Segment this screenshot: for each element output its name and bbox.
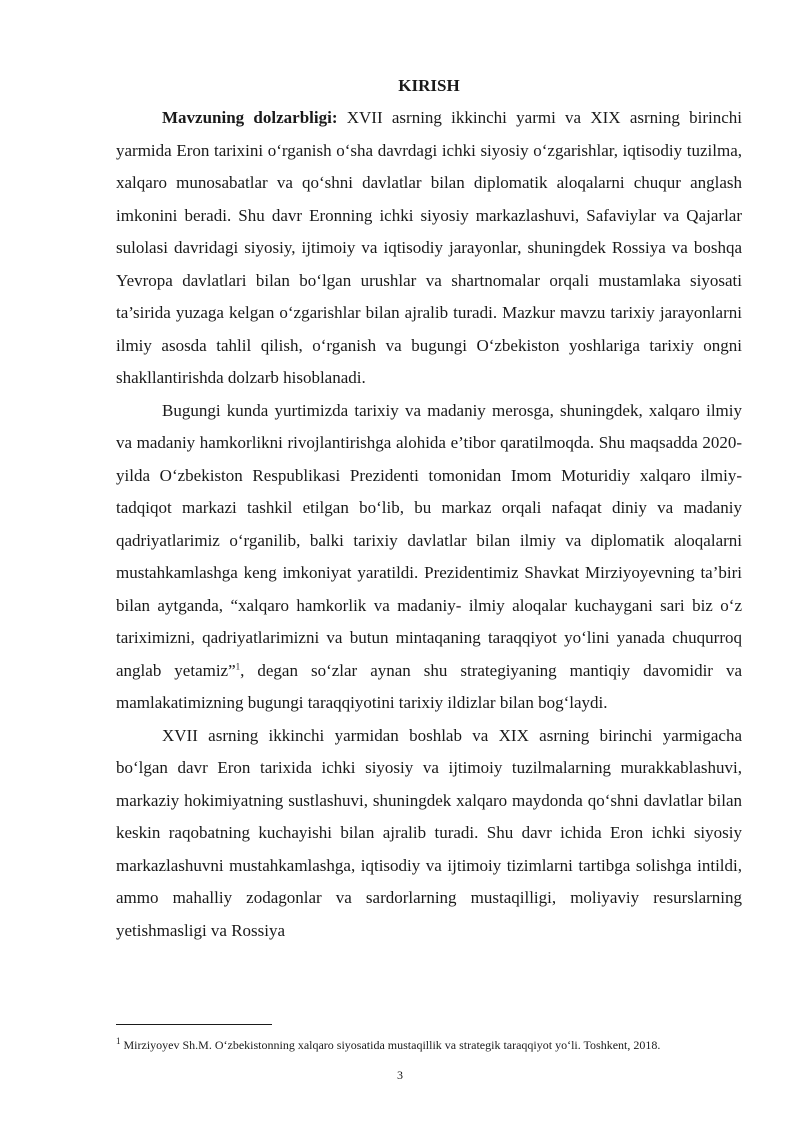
footnote-text: Mirziyoyev Sh.M. Oʻzbekistonning xalqaro siyosatida mustaqillik va strategik taraqqiyot yoʻli. Toshkent, 2018. (123, 1038, 661, 1052)
page-body (116, 74, 742, 947)
footnote-divider (116, 1024, 272, 1025)
footnote (116, 1036, 742, 1054)
paragraph-text: XVII asrning ikkinchi yarmi va XIX asrning birinchi yarmida Eron tarixini oʻrganish oʻsha davrdagi ichki siyosiy oʻzgarishlar, iqtisodiy tuzilma, xalqaro munosabatlar va qoʻshni davlatlar bilan diplomatik aloqalarni chuqur anglash imkonini beradi. Shu davr Eronning ichki siyosiy markazlashuvi, Safaviylar va Qajarlar sulolasi davridagi siyosiy, ijtimoiy va iqtisodiy jarayonlar, shuningdek Rossiya va boshqa Yevropa davlatlari bilan boʻlgan urushlar va shartnomalar orqali mustamlaka siyosati ta’sirida yuzaga kelgan oʻzgarishlar bilan ajralib turadi. Mazkur mavzu tarixiy jarayonlarni ilmiy asosda tahlil qilish, oʻrganish va bugungi Oʻzbekiston yoshlariga tarixiy ongni shakllantirishda dolzarb hisoblanadi. (116, 108, 742, 387)
paragraph-text: XVII asrning ikkinchi yarmidan boshlab va XIX asrning birinchi yarmigacha boʻlgan davr Eron tarixida ichki siyosiy va ijtimoiy tuzilmalarning murakkablashuvi, markaziy hokimiyatning sustlashuvi, shuningdek xalqaro maydonda qoʻshni davlatlar bilan keskin raqobatning kuchayishi bilan ajralib turadi. Shu davr ichida Eron ichki siyosiy markazlashuvni mustahkamlashga, iqtisodiy va ijtimoiy tizimlarni tartibga solishga intildi, ammo mahalliy zodagonlar va sardorlarning mustaqilligi, moliyaviy resurslarning yetishmasligi va Rossiya (116, 725, 742, 940)
paragraph-text-after-ref: , degan soʻzlar aynan shu strategiyaning mantiqiy davomidir va mamlakatimizning bugungi taraqqiyotini tarixiy ildizlar bilan bogʻlaydi. (116, 660, 742, 712)
paragraph-text-before-ref: Bugungi kunda yurtimizda tarixiy va madaniy merosga, shuningdek, xalqaro ilmiy va madaniy hamkorlikni rivojlantirishga alohida e’tibor qaratilmoqda. Shu maqsadda 2020-yilda Oʻzbekiston Respublikasi Prezidenti tomonidan Imom Moturidiy xalqaro ilmiy-tadqiqot markazi tashkil etilgan boʻlib, bu markaz orqali nafaqat diniy va madaniy qadriyatlarimiz oʻrganilib, balki tarixiy davlatlar bilan ilmiy va diplomatik aloqalarni mustahkamlashga keng imkoniyat yaratildi. Prezidentimiz Shavkat Mirziyoyevning ta’biri bilan aytganda, “xalqaro hamkorlik va madaniy- ilmiy aloqalar kuchaygani sari biz oʻz tariximizni, qadriyatlarimizni va butun mintaqaning taraqqiyot yoʻlini yanada chuqurroq anglab yetamiz” (116, 400, 742, 680)
footnote-number: 1 (116, 1036, 121, 1046)
paragraph-cooperation (116, 395, 742, 720)
section-heading: KIRISH (398, 76, 460, 95)
paragraph-period (116, 720, 742, 948)
footnote-reference[interactable]: 1 (235, 660, 241, 671)
paragraph-relevance (116, 102, 742, 395)
paragraph-lead: Mavzuning dolzarbligi: (162, 108, 338, 127)
page-number: 3 (397, 1068, 403, 1082)
